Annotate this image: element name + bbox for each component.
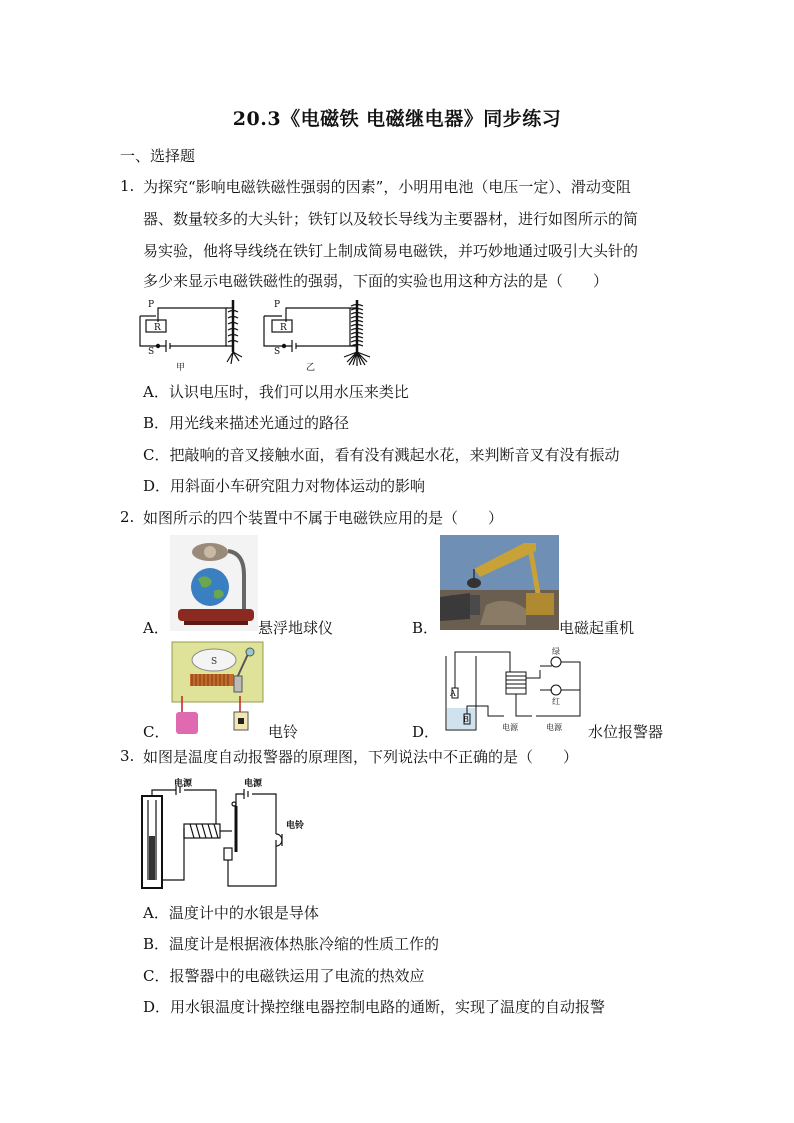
label-r: R <box>154 323 161 333</box>
option-d: D．用斜面小车研究阻力对物体运动的影响 <box>143 477 426 495</box>
option-c-letter: C． <box>143 723 170 741</box>
option-b: B．用光线来描述光通过的路径 <box>143 414 350 432</box>
label-yi: 乙 <box>306 363 316 373</box>
thermo-label-source-2: 电源 <box>244 779 263 789</box>
option-b-label: 电磁起重机 <box>559 619 635 637</box>
label-r: R <box>280 323 287 333</box>
water-level-alarm-figure <box>440 646 585 734</box>
alarm-label-source-1: 电源 <box>502 723 518 732</box>
label-p: P <box>274 300 281 310</box>
label-jia: 甲 <box>176 363 186 373</box>
thermo-label-bell: 电铃 <box>286 821 305 831</box>
option-c-label: 电铃 <box>268 723 299 741</box>
temperature-alarm-figure <box>136 776 312 892</box>
option-d-letter: D． <box>412 723 440 741</box>
question-1-line: 多少来显示电磁铁磁性的强弱，下面的实验也用这种方法的是（ ） <box>143 272 609 290</box>
option-c: C．报警器中的电磁铁运用了电流的热效应 <box>143 967 425 985</box>
alarm-label-b: B <box>463 715 469 724</box>
option-c: C．把敲响的音叉接触水面，看有没有溅起水花，来判断音叉有没有振动 <box>143 446 620 464</box>
alarm-label-red: 红 <box>552 697 560 706</box>
option-d-label: 水位报警器 <box>588 723 664 741</box>
option-a-label: 悬浮地球仪 <box>258 619 334 637</box>
option-d: D．用水银温度计操控继电器控制电路的通断，实现了温度的自动报警 <box>143 998 606 1016</box>
label-s: S <box>274 347 281 357</box>
alarm-label-source-2: 电源 <box>546 723 562 732</box>
electromagnet-experiment-figure <box>136 296 380 376</box>
levitating-globe-image <box>170 535 258 631</box>
option-a-letter: A． <box>143 619 169 637</box>
section-heading: 一、选择题 <box>120 147 196 165</box>
page-title: 20.3《电磁铁 电磁继电器》同步练习 <box>232 108 562 130</box>
question-number: 2. <box>120 508 135 526</box>
question-1-line: 易实验，他将导线绕在铁钉上制成简易电磁铁，并巧妙地通过吸引大头针的 <box>143 242 639 260</box>
option-a: A．认识电压时，我们可以用水压来类比 <box>143 383 409 401</box>
question-2-stem: 如图所示的四个装置中不属于电磁铁应用的是（ ） <box>143 509 504 527</box>
alarm-label-a: A <box>450 689 456 698</box>
electromagnetic-crane-image <box>440 535 559 630</box>
question-1-line: 为探究“影响电磁铁磁性强弱的因素”，小明用电池（电压一定）、滑动变阻 <box>143 178 631 196</box>
label-p: P <box>148 300 155 310</box>
option-b: B．温度计是根据液体热胀冷缩的性质工作的 <box>143 935 440 953</box>
question-1-line: 器、数量较多的大头针；铁钉以及较长导线为主要器材，进行如图所示的简 <box>143 210 639 228</box>
bell-label-s: S <box>211 657 218 667</box>
option-b-letter: B． <box>412 619 439 637</box>
label-s: S <box>148 347 155 357</box>
question-number: 3. <box>120 747 135 765</box>
alarm-label-green: 绿 <box>552 647 560 656</box>
thermo-label-source-1: 电源 <box>174 779 193 789</box>
electric-bell-image <box>170 640 265 738</box>
question-3-stem: 如图是温度自动报警器的原理图，下列说法中不正确的是（ ） <box>143 748 579 766</box>
option-a: A．温度计中的水银是导体 <box>143 904 319 922</box>
question-number: 1. <box>120 177 135 195</box>
